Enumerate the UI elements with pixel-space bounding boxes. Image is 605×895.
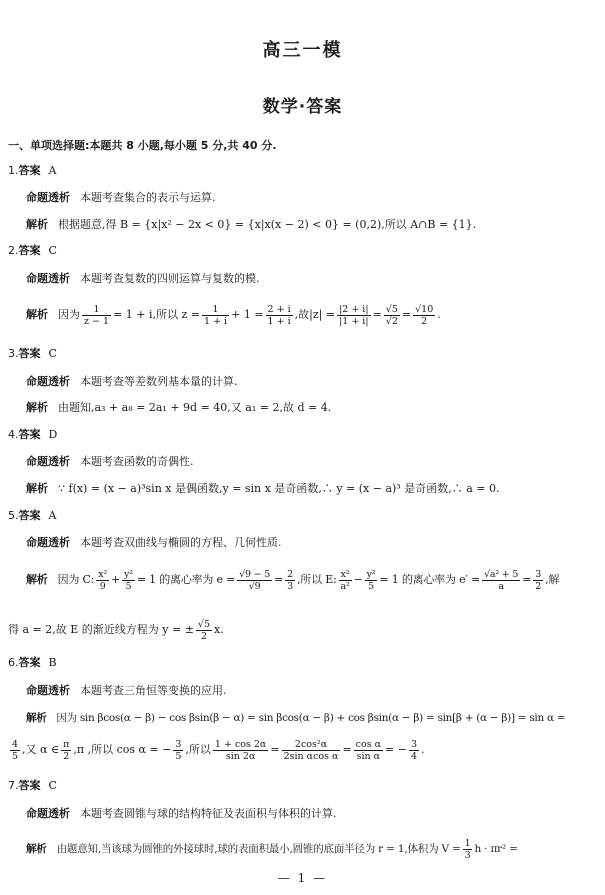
q3-answer: [8, 346, 578, 362]
q5-cont-pre: 得 a = 2,故 E 的渐近线方程为 y = ±: [8, 623, 194, 636]
section-heading: 一、单项选择题:本题共 8 小题,每小题 5 分,共 40 分.: [8, 139, 277, 152]
q5-fraction-6: $\frac{\text{y²}}{5}$: [366, 568, 376, 592]
q5-fraction-4: $\frac{2}{3}$: [287, 568, 293, 592]
q2-equals-2: =: [401, 308, 412, 321]
q4-analysis: [26, 481, 596, 497]
q5-analysis-continued: [8, 617, 578, 643]
q7-analysis-label: 解析: [26, 843, 47, 855]
q2-fraction-2: $\frac{1}{1 + i}$: [204, 303, 228, 327]
q2-fraction-4: $\frac{|2 + i|}{|1 + i|}$: [339, 303, 369, 327]
q2-equals-1: =: [372, 308, 382, 321]
q3-answer-label: 答案: [18, 347, 41, 360]
q2-analysis-label: 解析: [26, 308, 48, 321]
q5-answer-label: 答案: [18, 509, 41, 522]
q3-insight: [26, 374, 596, 390]
q5-text-mid3: = 1 的离心率为 e′ =: [379, 573, 481, 586]
q4-insight-label: 命题透析: [26, 455, 70, 468]
q6-answer: [8, 655, 578, 671]
q5-text-end: ,解: [545, 573, 560, 586]
q5-number: 5.: [8, 509, 19, 522]
q7-insight-text: 本题考查圆锥与球的结构特征及表面积与体积的计算.: [80, 807, 337, 820]
q7-insight: [26, 806, 596, 822]
q1-number: 1.: [8, 164, 19, 177]
q6-text-mid2: ,π ,所以 cos α = −: [73, 743, 172, 756]
document-subtitle: 数学·答案: [262, 97, 343, 117]
q4-answer-value: D: [48, 428, 58, 441]
q7-answer-value: C: [48, 779, 57, 792]
q5-answer: [8, 508, 578, 524]
q3-answer-value: C: [48, 347, 57, 360]
q2-text-pre: 因为: [58, 308, 80, 321]
q7-analysis: [26, 836, 596, 862]
q3-insight-text: 本题考查等差数列基本量的计算.: [80, 375, 238, 388]
q1-answer: [8, 163, 578, 179]
q1-answer-label: 答案: [18, 164, 41, 177]
q7-answer-label: 答案: [18, 779, 41, 792]
q7-text-pre: 由题意知,当该球为圆锥的外接球时,球的表面积最小,圆锥的底面半径为 r = 1,体积为 V =: [56, 843, 461, 855]
q1-insight-label: 命题透析: [26, 191, 70, 204]
q7-text-end: h · πr² =: [474, 843, 518, 855]
q2-insight: [26, 271, 596, 287]
q6-insight-label: 命题透析: [26, 684, 70, 697]
q1-answer-value: A: [48, 164, 57, 177]
q6-number: 6.: [8, 656, 19, 669]
q4-answer: [8, 427, 578, 443]
q5-analysis-label: 解析: [26, 573, 48, 586]
q2-fraction-6: $\frac{√10}{2}$: [415, 303, 434, 327]
q1-analysis: [26, 217, 596, 233]
q5-fraction-2: $\frac{\text{y²}}{5}$: [124, 568, 133, 592]
q2-text-mid1: = 1 + i,所以 z =: [113, 308, 201, 321]
q3-analysis: [26, 400, 596, 416]
q5-plus: +: [111, 573, 121, 586]
q7-answer: [8, 778, 578, 794]
q6-text-mid4: = −: [385, 743, 407, 756]
q5-text-mid1: = 1 的离心率为 e =: [136, 573, 236, 586]
q6-analysis-continued: [8, 737, 578, 763]
q5-answer-value: A: [48, 509, 57, 522]
q6-equals-2: =: [342, 743, 352, 756]
q5-fraction-3: $\frac{√9 - 5}{√9}$: [239, 568, 271, 592]
q6-analysis: [26, 710, 596, 726]
q2-answer-value: C: [48, 244, 57, 257]
q5-fraction-5: $\frac{\text{x²}}{\text{a²}}$: [340, 568, 350, 592]
q6-text-end: .: [421, 743, 425, 756]
q5-cont-end: x.: [214, 623, 224, 636]
q2-text-mid3: ,故|z| =: [294, 308, 336, 321]
q3-number: 3.: [8, 347, 19, 360]
q7-number: 7.: [8, 779, 19, 792]
q5-equals-2: =: [522, 573, 532, 586]
q2-text-end: .: [437, 308, 441, 321]
q6-fraction-3: $\frac{3}{5}$: [175, 738, 182, 762]
q6-fraction-2: $\frac{\pi}{2}$: [63, 738, 70, 762]
q2-insight-text: 本题考查复数的四则运算与复数的模.: [80, 272, 260, 285]
q6-fraction-7: $\frac{3}{4}$: [410, 738, 418, 762]
q5-cont-fraction: $\frac{√5}{2}$: [197, 618, 211, 642]
q4-insight-text: 本题考查函数的奇偶性.: [80, 455, 194, 468]
q5-analysis: [26, 567, 596, 593]
q5-text-mid2: ,所以 E:: [297, 573, 337, 586]
q6-analysis-label: 解析: [26, 712, 47, 724]
q6-analysis-text: 因为 sin βcos(α − β) − cos βsin(β − α) = sin βcos(α − β) + cos βsin(α − β) = sin[β + (α − β)] = sin α =: [56, 712, 566, 724]
q1-insight-text: 本题考查集合的表示与运算.: [80, 191, 216, 204]
q6-text-mid3: ,所以: [185, 743, 211, 756]
page-number: — 1 —: [277, 871, 328, 885]
q6-insight-text: 本题考查三角恒等变换的应用.: [80, 684, 227, 697]
q3-analysis-label: 解析: [26, 401, 48, 414]
q2-analysis: [26, 302, 596, 328]
q2-answer: [8, 243, 578, 259]
q2-fraction-3: $\frac{2 + i}{1 + i}$: [267, 303, 291, 327]
q2-text-mid2: + 1 =: [231, 308, 264, 321]
q4-answer-label: 答案: [18, 428, 41, 441]
q6-answer-label: 答案: [18, 656, 41, 669]
q6-equals-1: =: [270, 743, 280, 756]
q2-fraction-1: $\frac{1}{z - 1}$: [84, 303, 110, 327]
q2-answer-label: 答案: [18, 244, 41, 257]
q5-insight: [26, 535, 596, 551]
q5-fraction-8: $\frac{3}{2}$: [535, 568, 542, 592]
q4-analysis-label: 解析: [26, 482, 48, 495]
q1-analysis-text: 根据题意,得 B = {x|x² − 2x < 0} = {x|x(x − 2) < 0} = (0,2),所以 A∩B = {1}.: [58, 218, 477, 231]
q4-analysis-text: ∵ f(x) = (x − a)³sin x 是偶函数,y = sin x 是奇函数,∴ y = (x − a)³ 是奇函数,∴ a = 0.: [58, 482, 500, 495]
q4-number: 4.: [8, 428, 19, 441]
q5-minus: −: [353, 573, 363, 586]
document-title: 高三一模: [262, 40, 343, 61]
q2-insight-label: 命题透析: [26, 272, 70, 285]
q5-equals-1: =: [274, 573, 284, 586]
q5-insight-text: 本题考查双曲线与椭圆的方程、几何性质.: [80, 536, 282, 549]
q6-fraction-6: $\frac{\text{cos α}}{\text{sin α}}$: [355, 738, 382, 762]
q2-fraction-5: $\frac{√5}{√2}$: [385, 303, 398, 327]
q4-insight: [26, 454, 596, 470]
q6-fraction-1: $\frac{4}{5}$: [12, 738, 19, 762]
q6-text-mid1: ,又 α ∈: [22, 743, 60, 756]
q1-analysis-label: 解析: [26, 218, 48, 231]
q6-answer-value: B: [48, 656, 57, 669]
q6-fraction-4: $\frac{1 + \cos 2\alpha}{\sin 2\alpha}$: [214, 738, 267, 762]
q3-analysis-text: 由题知,a₃ + a₈ = 2a₁ + 9d = 40,又 a₁ = 2,故 d = 4.: [58, 401, 332, 414]
q7-insight-label: 命题透析: [26, 807, 70, 820]
q5-fraction-7: $\frac{\text{√a² + 5}}{a}$: [484, 568, 519, 592]
q5-text-pre: 因为 C:: [57, 573, 95, 586]
q6-fraction-5: $\frac{\text{2cos²α}}{\text{2sin αcos α}}$: [283, 738, 339, 762]
q5-insight-label: 命题透析: [26, 536, 70, 549]
q1-insight: [26, 190, 596, 206]
q2-number: 2.: [8, 244, 19, 257]
q5-fraction-1: $\frac{\text{x²}}{9}$: [98, 568, 108, 592]
q6-insight: [26, 683, 596, 699]
q3-insight-label: 命题透析: [26, 375, 70, 388]
q7-fraction-1: $\frac{1}{3}$: [464, 837, 471, 861]
